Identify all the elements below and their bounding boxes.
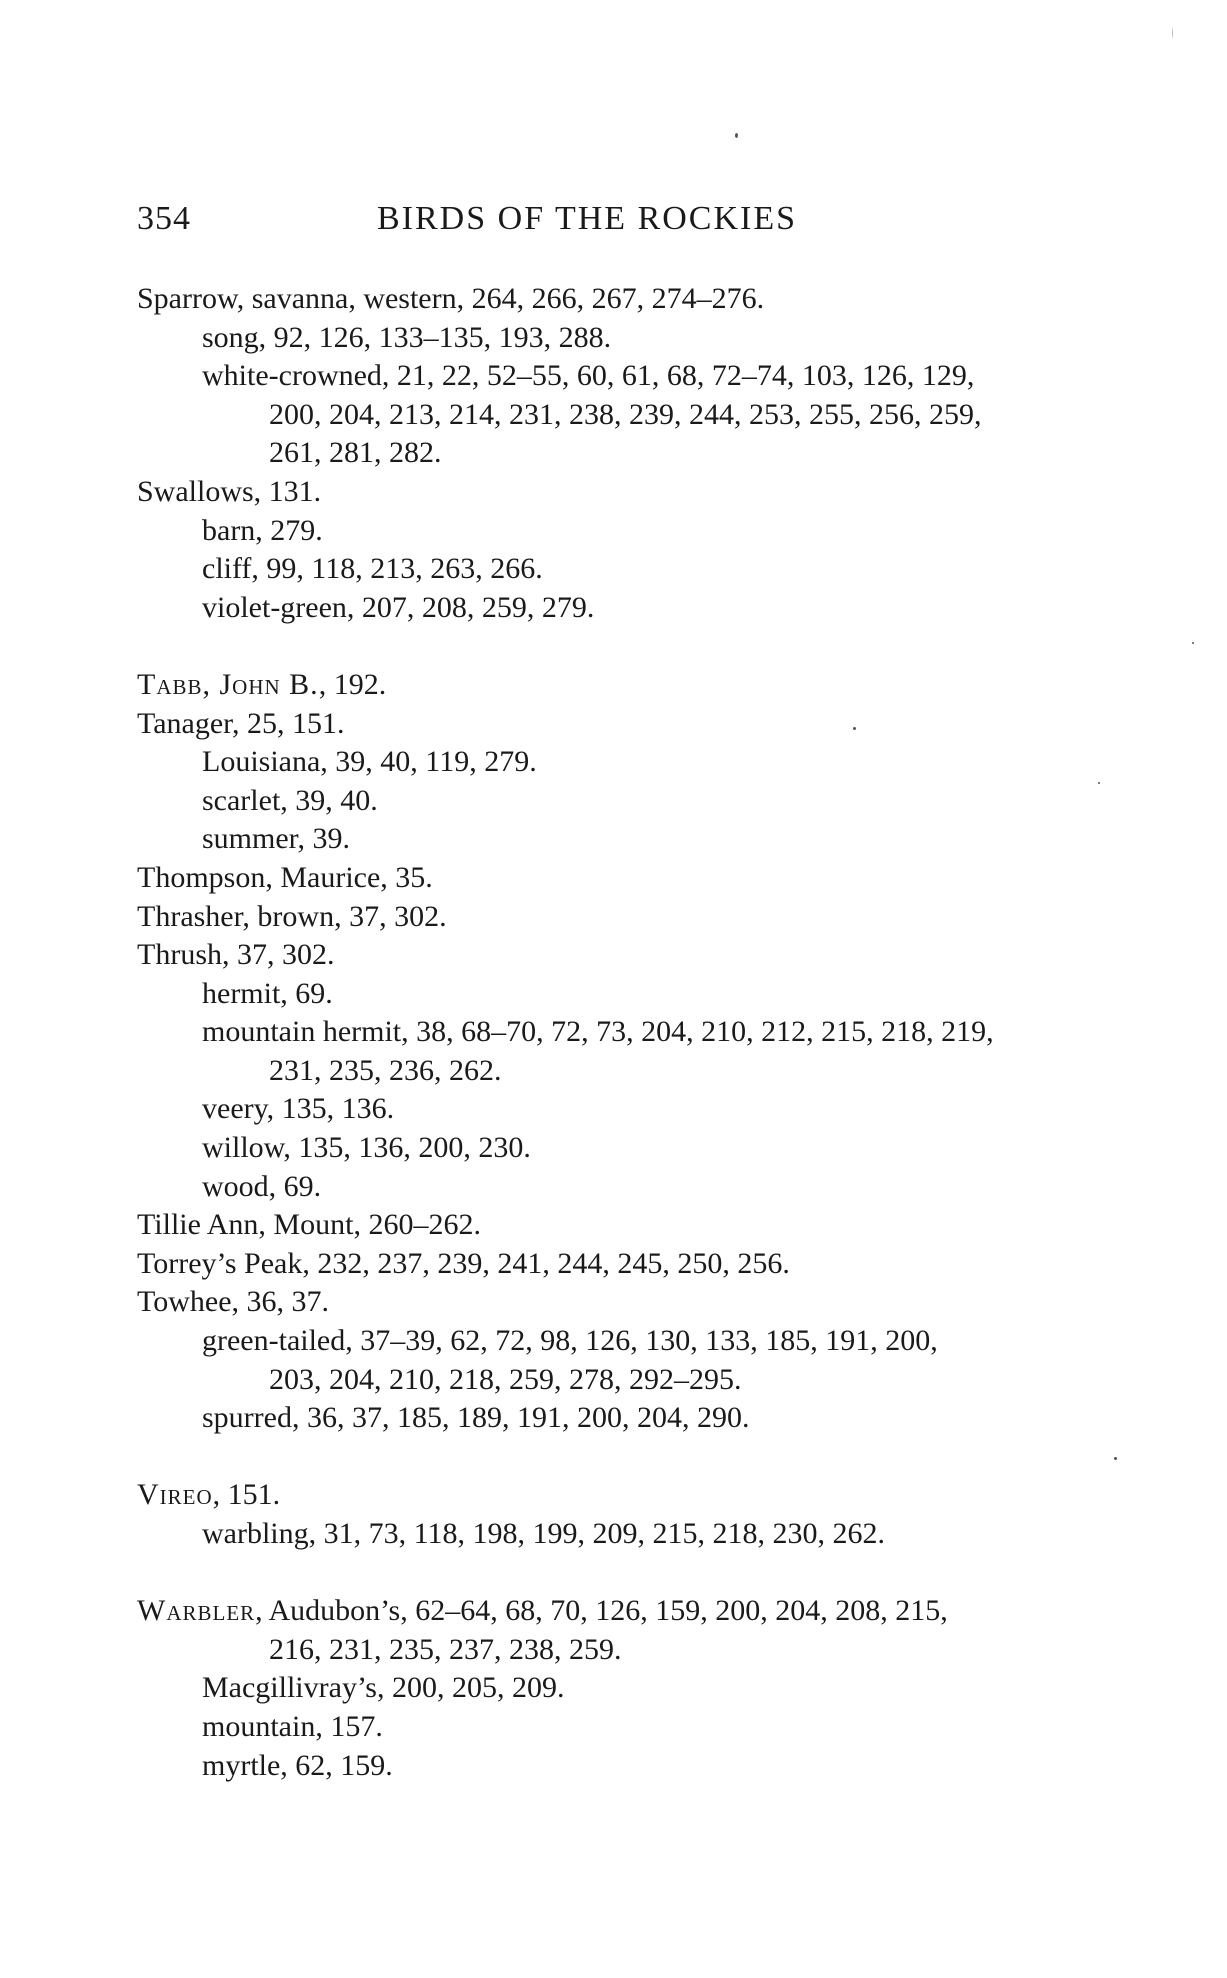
page-number: 354 bbox=[137, 200, 191, 237]
index-subentry: willow, 135, 136, 200, 230. bbox=[202, 1131, 531, 1165]
index-subentry: Louisiana, 39, 40, 119, 279. bbox=[202, 745, 537, 779]
index-entry bbox=[137, 666, 1137, 705]
index-subentry: green-tailed, 37–39, 62, 72, 98, 126, 130, 133, 185, 191, 200, bbox=[202, 1324, 938, 1358]
index-entry: Thrasher, brown, 37, 302. bbox=[137, 899, 447, 933]
heading-word: Warbler bbox=[137, 1594, 256, 1628]
index-subentry: spurred, 36, 37, 185, 189, 191, 200, 204, 290. bbox=[202, 1401, 750, 1435]
index-subentry: white-crowned, 21, 22, 52–55, 60, 61, 68, 72–74, 103, 126, 129, bbox=[202, 359, 975, 393]
index-entry: Thompson, Maurice, 35. bbox=[137, 860, 433, 894]
scan-speck bbox=[1114, 1457, 1117, 1460]
index-continuation: 216, 231, 235, 237, 238, 259. bbox=[269, 1632, 622, 1666]
running-title: BIRDS OF THE ROCKIES bbox=[377, 200, 798, 237]
index-subentry: scarlet, 39, 40. bbox=[202, 783, 378, 817]
index-entry: Thrush, 37, 302. bbox=[137, 938, 335, 972]
scan-speck bbox=[1098, 782, 1100, 784]
scan-speck bbox=[1192, 642, 1194, 644]
page-header bbox=[137, 200, 912, 250]
index-subentry: mountain, 157. bbox=[202, 1709, 383, 1743]
index-subentry: summer, 39. bbox=[202, 822, 350, 856]
section-gap bbox=[137, 627, 1137, 666]
index-subentry: barn, 279. bbox=[202, 513, 323, 547]
scan-speck bbox=[1172, 28, 1173, 38]
index-entry: Tillie Ann, Mount, 260–262. bbox=[137, 1208, 481, 1242]
index-subentry: song, 92, 126, 133–135, 193, 288. bbox=[202, 320, 612, 354]
index-continuation: 261, 281, 282. bbox=[269, 436, 442, 470]
page-refs: , 192. bbox=[318, 667, 387, 701]
index-continuation: 200, 204, 213, 214, 231, 238, 239, 244, 253, 255, 256, 259, bbox=[269, 397, 982, 431]
index-subentry: myrtle, 62, 159. bbox=[202, 1748, 393, 1782]
index-entry bbox=[137, 1476, 1137, 1515]
index-entry: Tanager, 25, 151. bbox=[137, 706, 345, 740]
index-entry: Torrey’s Peak, 232, 237, 239, 241, 244, 245, 250, 256. bbox=[137, 1246, 790, 1280]
scan-speck bbox=[735, 133, 738, 138]
index-entry: Sparrow, savanna, western, 264, 266, 267, 274–276. bbox=[137, 282, 765, 315]
index-subentry: veery, 135, 136. bbox=[202, 1092, 395, 1126]
index-subentry: hermit, 69. bbox=[202, 976, 333, 1010]
page-refs: , 151. bbox=[212, 1478, 281, 1512]
index-list bbox=[137, 280, 1137, 1785]
index-subentry: warbling, 31, 73, 118, 198, 199, 209, 215, 218, 230, 262. bbox=[202, 1517, 886, 1550]
index-entry bbox=[137, 1592, 1137, 1631]
section-gap bbox=[137, 1438, 1137, 1477]
index-entry: Towhee, 36, 37. bbox=[137, 1285, 330, 1319]
section-gap bbox=[137, 1554, 1137, 1593]
author-name: Tabb, John B. bbox=[137, 667, 319, 701]
index-continuation: 203, 204, 210, 218, 259, 278, 292–295. bbox=[269, 1362, 742, 1396]
heading-word: Vireo bbox=[137, 1478, 213, 1512]
scan-speck bbox=[853, 727, 856, 730]
page-refs: , Audubon’s, 62–64, 68, 70, 126, 159, 200, 204, 208, 215, bbox=[255, 1594, 948, 1628]
index-subentry: violet-green, 207, 208, 259, 279. bbox=[202, 590, 595, 624]
index-subentry: mountain hermit, 38, 68–70, 72, 73, 204, 210, 212, 215, 218, 219, bbox=[202, 1015, 994, 1049]
index-subentry: cliff, 99, 118, 213, 263, 266. bbox=[202, 552, 543, 586]
index-subentry: Macgillivray’s, 200, 205, 209. bbox=[202, 1671, 565, 1705]
index-subentry: wood, 69. bbox=[202, 1169, 322, 1203]
index-continuation: 231, 235, 236, 262. bbox=[269, 1053, 502, 1087]
index-entry: Swallows, 131. bbox=[137, 474, 322, 508]
